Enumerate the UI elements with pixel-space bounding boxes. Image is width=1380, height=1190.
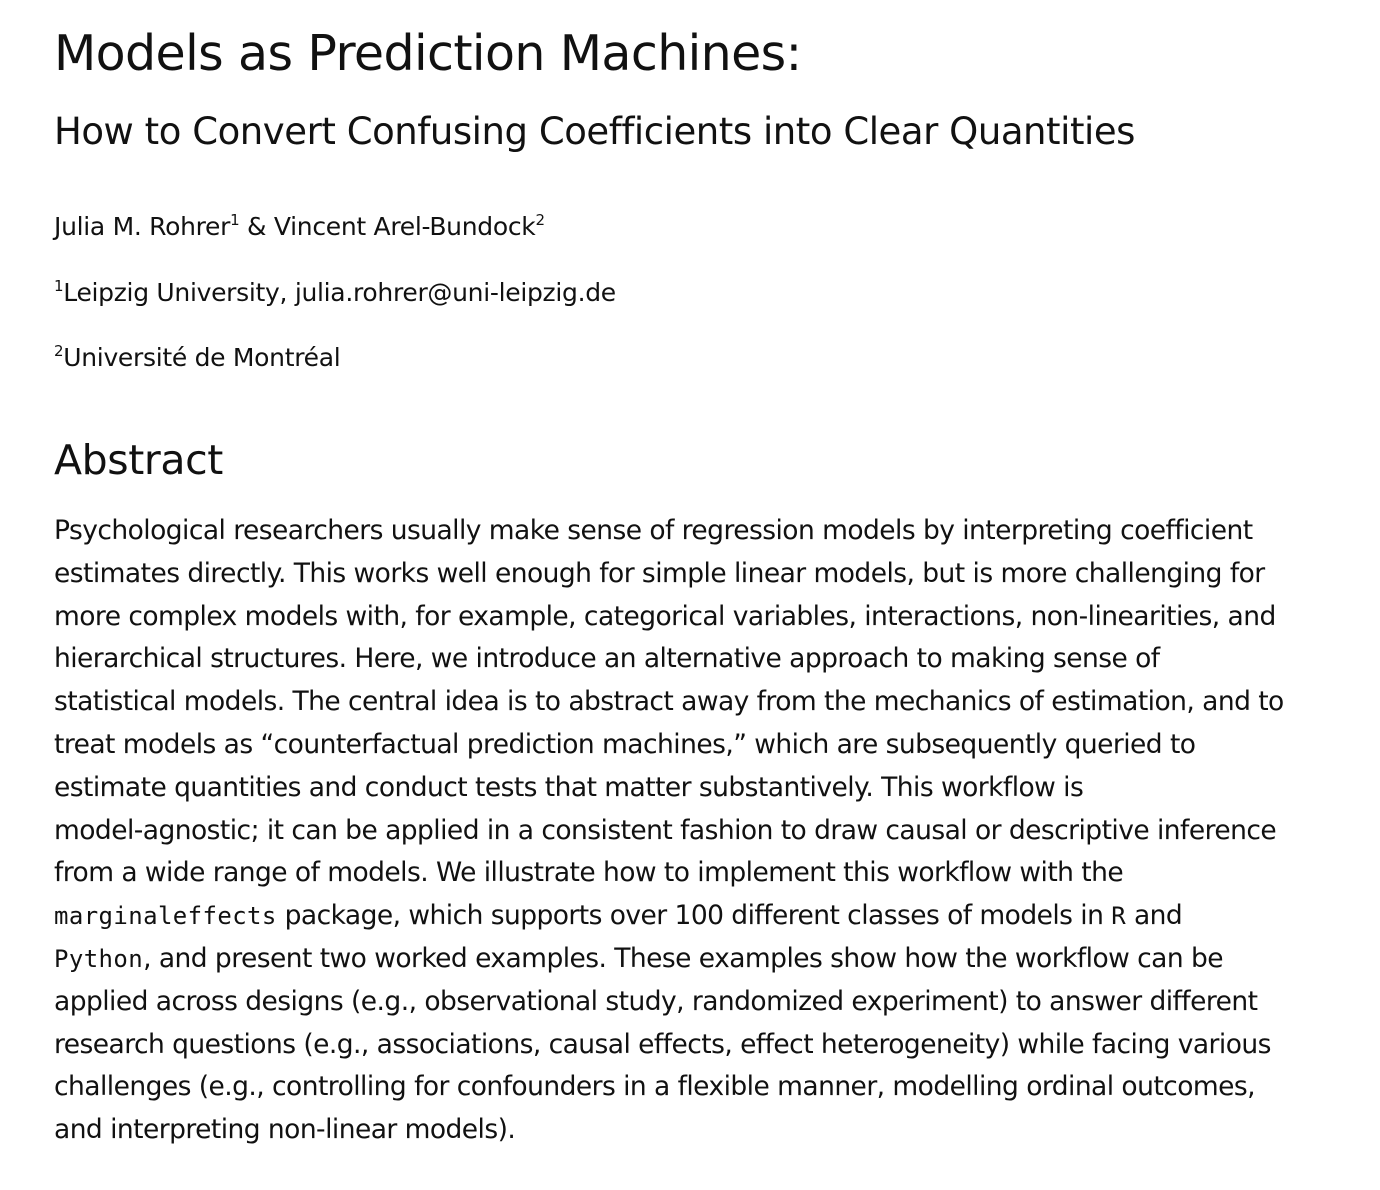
abstract-line xyxy=(54,767,1354,810)
abstract-text: applied across designs (e.g., observational study, randomized experiment) to answer different xyxy=(54,985,1258,1017)
paper-title: Models as Prediction Machines: xyxy=(54,25,802,82)
abstract-line xyxy=(54,981,1354,1024)
author-separator: & xyxy=(239,212,274,241)
affiliation-text: Leipzig University, julia.rohrer@uni-leipzig.de xyxy=(63,278,616,307)
abstract-text: statistical models. The central idea is to abstract away from the mechanics of estimation, and to xyxy=(54,686,1284,718)
affiliation-1 xyxy=(54,276,616,310)
abstract-text: estimates directly. This works well enough for simple linear models, but is more challenging for xyxy=(54,557,1265,589)
affiliation-text: Université de Montréal xyxy=(63,343,341,372)
abstract-text: Psychological researchers usually make sense of regression models by interpreting coefficient xyxy=(54,515,1253,546)
abstract-line xyxy=(54,938,1354,981)
abstract-line xyxy=(54,596,1354,639)
abstract-text: research questions (e.g., associations, causal effects, effect heterogeneity) while facing various xyxy=(54,1028,1271,1060)
inline-code: R xyxy=(1111,902,1127,931)
affiliation-marker: 1 xyxy=(230,211,240,229)
abstract-text: and interpreting non-linear models). xyxy=(54,1114,516,1146)
abstract-text: challenges (e.g., controlling for confounders in a flexible manner, modelling ordinal outcomes, xyxy=(54,1071,1256,1103)
abstract-body xyxy=(54,510,1354,1152)
abstract-text: and xyxy=(1126,900,1183,932)
abstract-line xyxy=(54,1109,1354,1152)
abstract-text: from a wide range of models. We illustrate how to implement this workflow with the xyxy=(54,857,1124,889)
abstract-line xyxy=(54,638,1354,681)
abstract-line xyxy=(54,510,1354,553)
affiliation-marker: 2 xyxy=(54,342,64,360)
affiliation-marker: 1 xyxy=(54,277,64,295)
abstract-text: package, which supports over 100 different classes of models in xyxy=(276,900,1112,932)
author-name: Vincent Arel-Bundock xyxy=(273,212,536,241)
abstract-line xyxy=(54,1066,1354,1109)
affiliation-2 xyxy=(54,341,340,375)
abstract-text: hierarchical structures. Here, we introduce an alternative approach to making sense of xyxy=(54,643,1160,675)
author-name: Julia M. Rohrer xyxy=(54,212,231,241)
abstract-line xyxy=(54,724,1354,767)
abstract-line xyxy=(54,895,1354,938)
abstract-line xyxy=(54,681,1354,724)
abstract-heading: Abstract xyxy=(54,436,223,484)
abstract-text: , and present two worked examples. These examples show how the workflow can be xyxy=(143,942,1223,974)
inline-code: marginaleffects xyxy=(54,902,277,931)
affiliation-marker: 2 xyxy=(535,211,545,229)
inline-code: Python xyxy=(54,944,144,973)
abstract-text: model-agnostic; it can be applied in a consistent fashion to draw causal or descriptive inference xyxy=(54,814,1277,846)
abstract-line xyxy=(54,553,1354,596)
author-list xyxy=(54,210,545,244)
paper-subtitle: How to Convert Confusing Coefficients into Clear Quantities xyxy=(54,110,1135,153)
abstract-line xyxy=(54,852,1354,895)
abstract-line xyxy=(54,810,1354,853)
abstract-text: treat models as “counterfactual prediction machines,” which are subsequently queried to xyxy=(54,728,1196,760)
abstract-text: more complex models with, for example, categorical variables, interactions, non-linearities, and xyxy=(54,600,1276,632)
abstract-text: estimate quantities and conduct tests that matter substantively. This workflow is xyxy=(54,771,1084,803)
abstract-line xyxy=(54,1024,1354,1067)
